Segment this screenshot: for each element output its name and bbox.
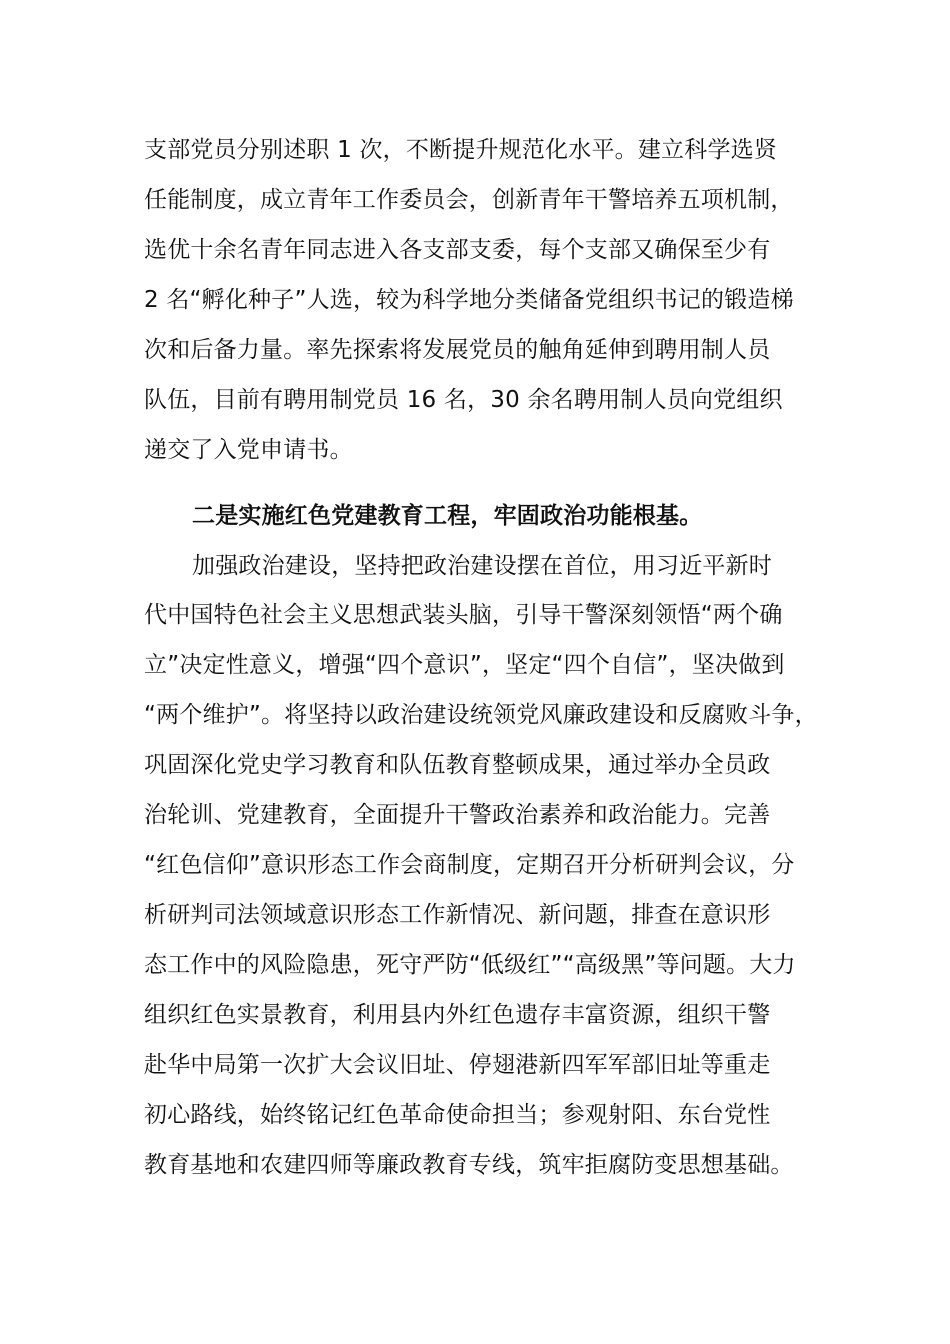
- paragraph-line: 选优十余名青年同志进入各支部支委，每个支部又确保至少有: [144, 237, 771, 263]
- paragraph-line: 巩固深化党史学习教育和队伍教育整顿成果，通过举办全员政: [144, 752, 771, 778]
- paragraph-line: 加强政治建设，坚持把政治建设摆在首位，用习近平新时: [192, 553, 772, 579]
- paragraph-line: 组织红色实景教育，利用县内外红色遗存丰富资源，组织干警: [144, 1002, 771, 1028]
- paragraph-line: 递交了入党申请书。: [144, 437, 353, 463]
- paragraph-line: 支部党员分别述职 1 次，不断提升规范化水平。建立科学选贤: [144, 137, 778, 163]
- paragraph-line: 教育基地和农建四师等廉政教育专线，筑牢拒腐防变思想基础。: [144, 1152, 794, 1178]
- paragraph-line: “红色信仰”意识形态工作会商制度，定期召开分析研判会议，分: [144, 852, 795, 878]
- paragraph-line: 态工作中的风险隐患，死守严防“低级红”“高级黑”等问题。大力: [144, 952, 796, 978]
- paragraph-line: 次和后备力量。率先探索将发展党员的触角延伸到聘用制人员: [144, 337, 771, 363]
- section-heading: 二是实施红色党建教育工程，牢固政治功能根基。: [192, 503, 703, 529]
- paragraph-line: 初心路线，始终铭记红色革命使命担当；参观射阳、东台党性: [144, 1102, 771, 1128]
- paragraph-line: 队伍，目前有聘用制党员 16 名，30 余名聘用制人员向党组织: [144, 387, 783, 413]
- paragraph-line: 治轮训、党建教育，全面提升干警政治素养和政治能力。完善: [144, 802, 771, 828]
- paragraph-line: 赴华中局第一次扩大会议旧址、停翅港新四军军部旧址等重走: [144, 1052, 771, 1078]
- paragraph-line: 任能制度，成立青年工作委员会，创新青年干警培养五项机制，: [144, 187, 794, 213]
- paragraph-line: “两个维护”。将坚持以政治建设统领党风廉政建设和反腐败斗争，: [144, 702, 818, 728]
- paragraph-line: 2 名“孵化种子”人选，较为科学地分类储备党组织书记的锻造梯: [144, 287, 794, 313]
- paragraph-line: 析研判司法领域意识形态工作新情况、新问题，排查在意识形: [144, 902, 771, 928]
- paragraph-line: 立”决定性意义，增强“四个意识”，坚定“四个自信”，坚决做到: [144, 652, 785, 678]
- paragraph-line: 代中国特色社会主义思想武装头脑，引导干警深刻领悟“两个确: [144, 602, 783, 628]
